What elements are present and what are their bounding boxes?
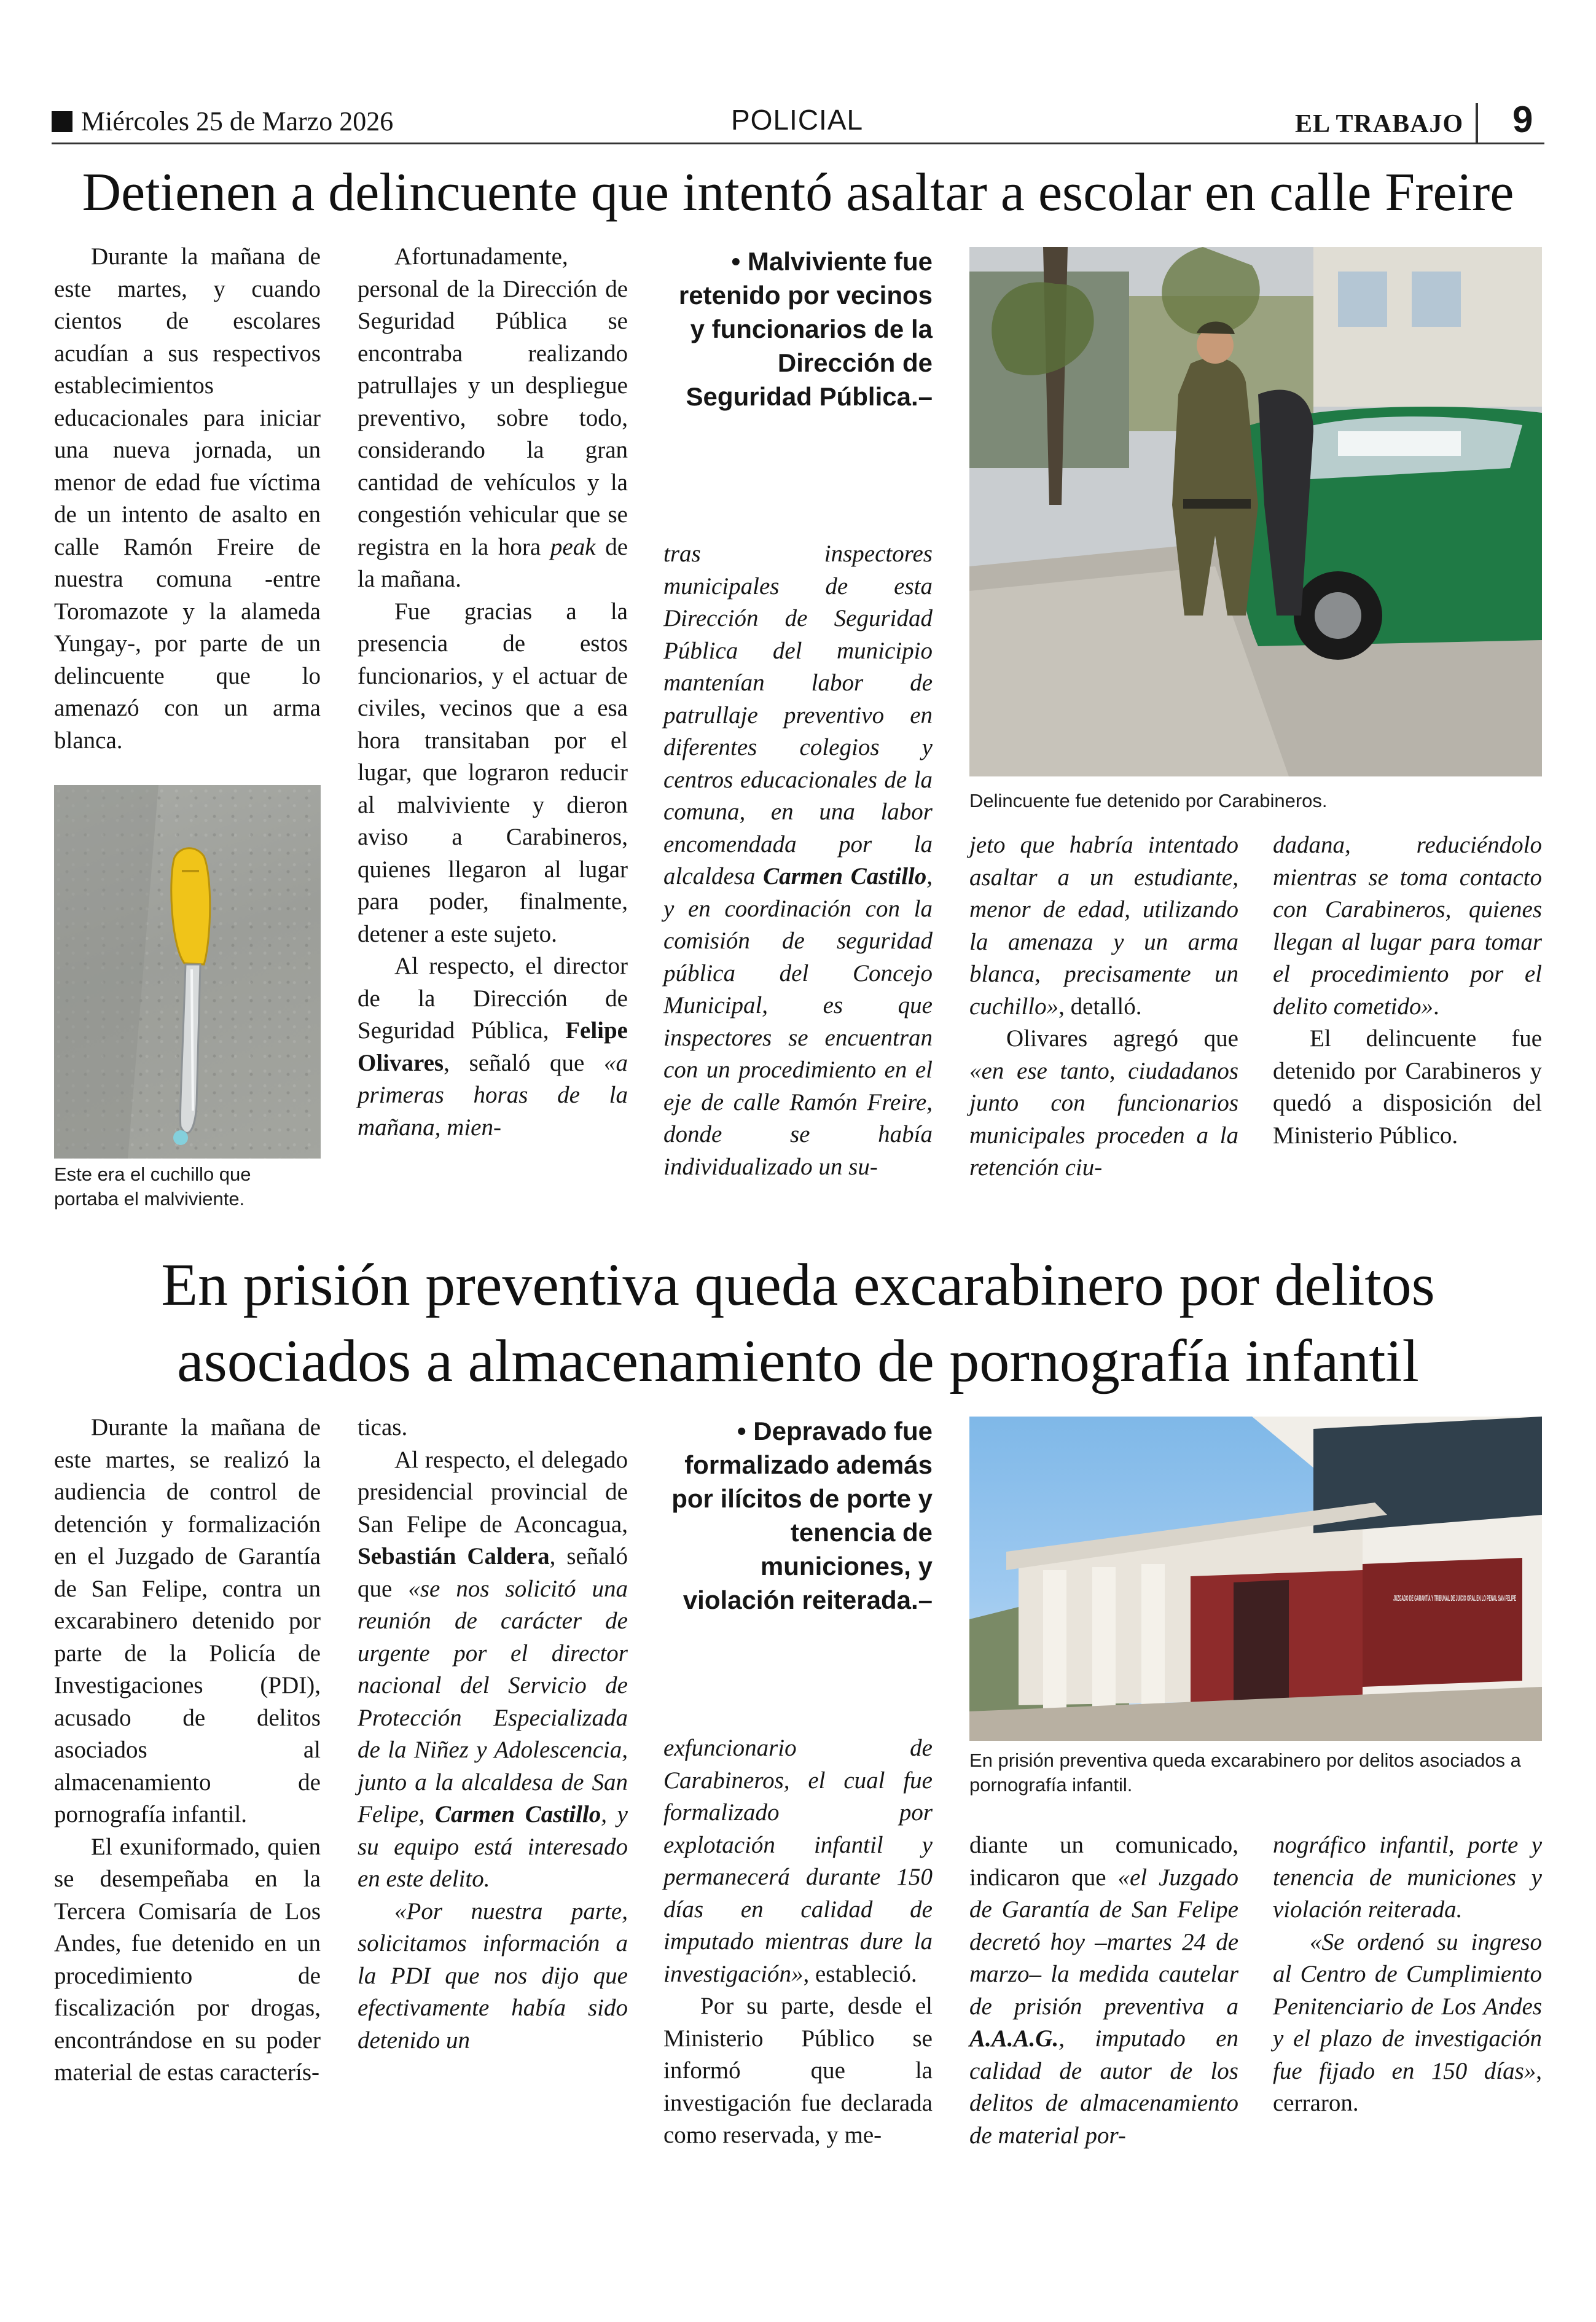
article2-headline: En prisión preventiva queda excarabinero por delitos asociados a almacenamiento de pornografía infantil xyxy=(161,1252,1435,1394)
article2-paragraph: El exuniformado, quien se desempeñaba en la Tercera Comisaría de Los Andes, fue detenido en un procedimiento de fiscalización por drogas, encontrándose en su poder material de estas caracterís- xyxy=(54,1833,321,2086)
text-run: diante un comunicado, indicaron que xyxy=(969,1832,1238,1891)
article1-paragraph xyxy=(1273,829,1542,1023)
article1-paragraph xyxy=(663,538,933,1183)
text-run: , señaló que xyxy=(358,1543,628,1602)
article1-column-3 xyxy=(663,538,933,1183)
text-run: , y en coordinación con la comisión de seguridad pública del Concejo Municipal, es que inspectores se encuentran con un procedimiento en el eje de calle Ramón Freire, donde se había individualizado un su- xyxy=(663,863,933,1180)
text-run: , detalló. xyxy=(1058,993,1142,1020)
article1-column-5 xyxy=(1273,829,1542,1152)
quote-run: «Se ordenó su ingreso al Centro de Cumplimiento Penitenciario de Los Andes y el plazo de investigación fue fijado en 150 días» xyxy=(1273,1928,1542,2084)
person-name: Sebastián Caldera xyxy=(358,1543,550,1570)
header-date-text: Miércoles 25 de Marzo 2026 xyxy=(81,106,394,136)
text-run-italic: peak xyxy=(550,533,596,560)
article1-column-1 xyxy=(54,241,321,757)
article2-kicker: • Depravado fue formalizado además por ilícitos de porte y tenencia de municiones, y violación reiterada.– xyxy=(671,1417,933,1614)
article1-paragraph xyxy=(358,241,628,596)
article2-column-1 xyxy=(54,1412,321,2089)
quote-run: «a primeras horas de la mañana, mien- xyxy=(358,1049,628,1141)
quote-run: «Por nuestra parte, solicitamos información a la PDI que nos dijo que efectivamente había sido detenido un xyxy=(358,1898,628,2054)
person-name: Carmen Castillo xyxy=(763,863,927,889)
text-run: Al respecto, el delegado presidencial provincial de San Felipe de Aconcagua, xyxy=(358,1446,628,1538)
article2-paragraph: Durante la mañana de este martes, se realizó la audiencia de control de detención y formalización en el Juzgado de Garantía de San Felipe, contra un excarabinero detenido por parte de la Policía de Investigaciones (PDI), acusado de delitos asociados al almacenamiento de pornografía infantil. xyxy=(54,1414,321,1828)
quote-run: , y su equipo está interesado en este delito. xyxy=(358,1801,628,1892)
person-name: Carmen Castillo xyxy=(435,1801,601,1828)
header-section: POLICIAL xyxy=(731,104,864,136)
quote-run: dadana, reduciéndolo mientras se toma contacto con Carabineros, quienes llegan al lugar para tomar el procedimiento por el delito cometido» xyxy=(1273,832,1542,1020)
knife-photo xyxy=(54,785,321,1159)
text-run: tras inspectores municipales de esta Dirección de Seguridad Pública del municipio mantenían labor de patrullaje preventivo en diferentes colegios y centros educacionales de la comuna, en una labor encomendada por la alcaldesa xyxy=(663,541,933,889)
quote-run: exfuncionario de Carabineros, el cual fue formalizado por explotación infantil y permanecerá durante 150 días en calidad de imputado mientras dure la investigación» xyxy=(663,1735,933,1987)
article2-paragraph xyxy=(358,1444,628,1896)
article1-paragraph xyxy=(969,1023,1238,1184)
article1-paragraph xyxy=(969,829,1238,1023)
courthouse-icon xyxy=(969,1417,1542,1741)
section-square-icon xyxy=(52,111,72,132)
text-run: . xyxy=(1433,993,1439,1020)
article2-paragraph xyxy=(663,1732,933,1990)
arrest-photo-caption: Delincuente fue detenido por Carabineros. xyxy=(969,790,1328,811)
arrest-scene-icon xyxy=(969,247,1542,776)
header-rule xyxy=(52,143,1544,144)
article1-paragraph: El delincuente fue detenido por Carabineros y quedó a disposición del Ministerio Público. xyxy=(1273,1025,1542,1149)
article2-paragraph: ticas. xyxy=(358,1414,408,1440)
article1-kicker: • Malviviente fue retenido por vecinos y funcionarios de la Dirección de Seguridad Pública.– xyxy=(678,247,933,411)
arrest-photo xyxy=(969,247,1542,776)
quote-run: jeto que habría intentado asaltar a un estudiante, menor de edad, utilizando la amenaza y un arma blanca, precisamente un cuchillo» xyxy=(969,832,1238,1020)
article2-column-5 xyxy=(1273,1829,1542,2120)
article2-paragraph xyxy=(1273,1926,1542,2120)
text-run: Olivares agregó que xyxy=(1006,1025,1238,1052)
courthouse-photo xyxy=(969,1417,1542,1741)
article1-paragraph xyxy=(358,950,628,1144)
quote-run: nográfico infantil, porte y tenencia de municiones y violación reiterada. xyxy=(1273,1832,1542,1923)
quote-run: «el Juzgado de Garantía de San Felipe decretó hoy –martes 24 de marzo– la medida cautelar de prisión preventiva a xyxy=(969,1864,1238,2020)
text-run: , cerraron. xyxy=(1273,2057,1542,2116)
article2-column-3 xyxy=(663,1732,933,2152)
header-divider xyxy=(1476,103,1478,144)
knife-icon xyxy=(54,785,321,1159)
person-name: Felipe Olivares xyxy=(358,1017,628,1076)
article2-column-4 xyxy=(969,1829,1238,2152)
knife-photo-caption: Este era el cuchillo que portaba el malviviente. xyxy=(54,1163,251,1210)
article2-paragraph xyxy=(969,1829,1238,2152)
article2-paragraph: Por su parte, desde el Ministerio Público se informó que la investigación fue declarada como reservada, y me- xyxy=(663,1993,933,2148)
article2-column-2 xyxy=(358,1412,628,2057)
text-run: de la mañana. xyxy=(358,533,628,592)
quote-run: «en ese tanto, ciudadanos junto con funcionarios municipales proceden a la retención ciu- xyxy=(969,1057,1238,1181)
defendant-initials: A.A.A.G. xyxy=(969,2025,1059,2052)
text-run: Al respecto, el director de la Dirección de Seguridad Pública, xyxy=(358,953,628,1044)
article2-paragraph xyxy=(358,1896,628,2057)
article1-paragraph: Fue gracias a la presencia de estos funcionarios, y el actuar de civiles, vecinos que a esa hora transitaban por el lugar, que lograron reducir al malviviente y dieron aviso a Carabineros, quienes llegaron al lugar para poder, finalmente, detener a este sujeto. xyxy=(358,598,628,947)
text-run: Afortunadamente, personal de la Dirección de Seguridad Pública se encontraba realizando patrullajes y un despliegue preventivo, sobre todo, considerando la gran cantidad de vehículos y la congestión vehicular que se registra en la hora xyxy=(358,243,628,560)
header-page-number: 9 xyxy=(1512,99,1533,140)
text-run: , estableció. xyxy=(803,1960,917,1987)
article2-paragraph xyxy=(1273,1829,1542,1926)
article1-paragraph: Durante la mañana de este martes, y cuando cientos de escolares acudían a sus respectivos establecimientos educacionales para iniciar una nueva jornada, un menor de edad fue víctima de un intento de asalto en calle Ramón Freire de nuestra comuna -entre Toromazote y la alameda Yungay-, por parte de un delincuente que lo amenazó con un arma blanca. xyxy=(54,243,321,754)
article1-headline: Detienen a delincuente que intentó asaltar a escolar en calle Freire xyxy=(82,163,1514,222)
text-run: , señaló que xyxy=(444,1049,604,1076)
header-paper-name: EL TRABAJO xyxy=(1295,110,1464,138)
quote-run: «se nos solicitó una reunión de carácter de urgente por el director nacional del Servicio de Protección Especializada de la Niñez y Adolescencia, junto a la alcaldesa de San Felipe, xyxy=(358,1575,628,1828)
quote-run: , imputado en calidad de autor de los delitos de almacenamiento de material por- xyxy=(969,2025,1238,2149)
article1-column-2 xyxy=(358,241,628,1144)
courthouse-photo-caption: En prisión preventiva queda excarabinero por delitos asociados a pornografía infantil. xyxy=(969,1749,1521,1796)
header-date xyxy=(52,106,393,137)
article1-column-4 xyxy=(969,829,1238,1184)
court-sign-text: JUZGADO DE GARANTÍA Y TRIBUNAL DE JUICIO ORAL EN LO PENAL SAN FELIPE xyxy=(1393,1593,1517,1603)
